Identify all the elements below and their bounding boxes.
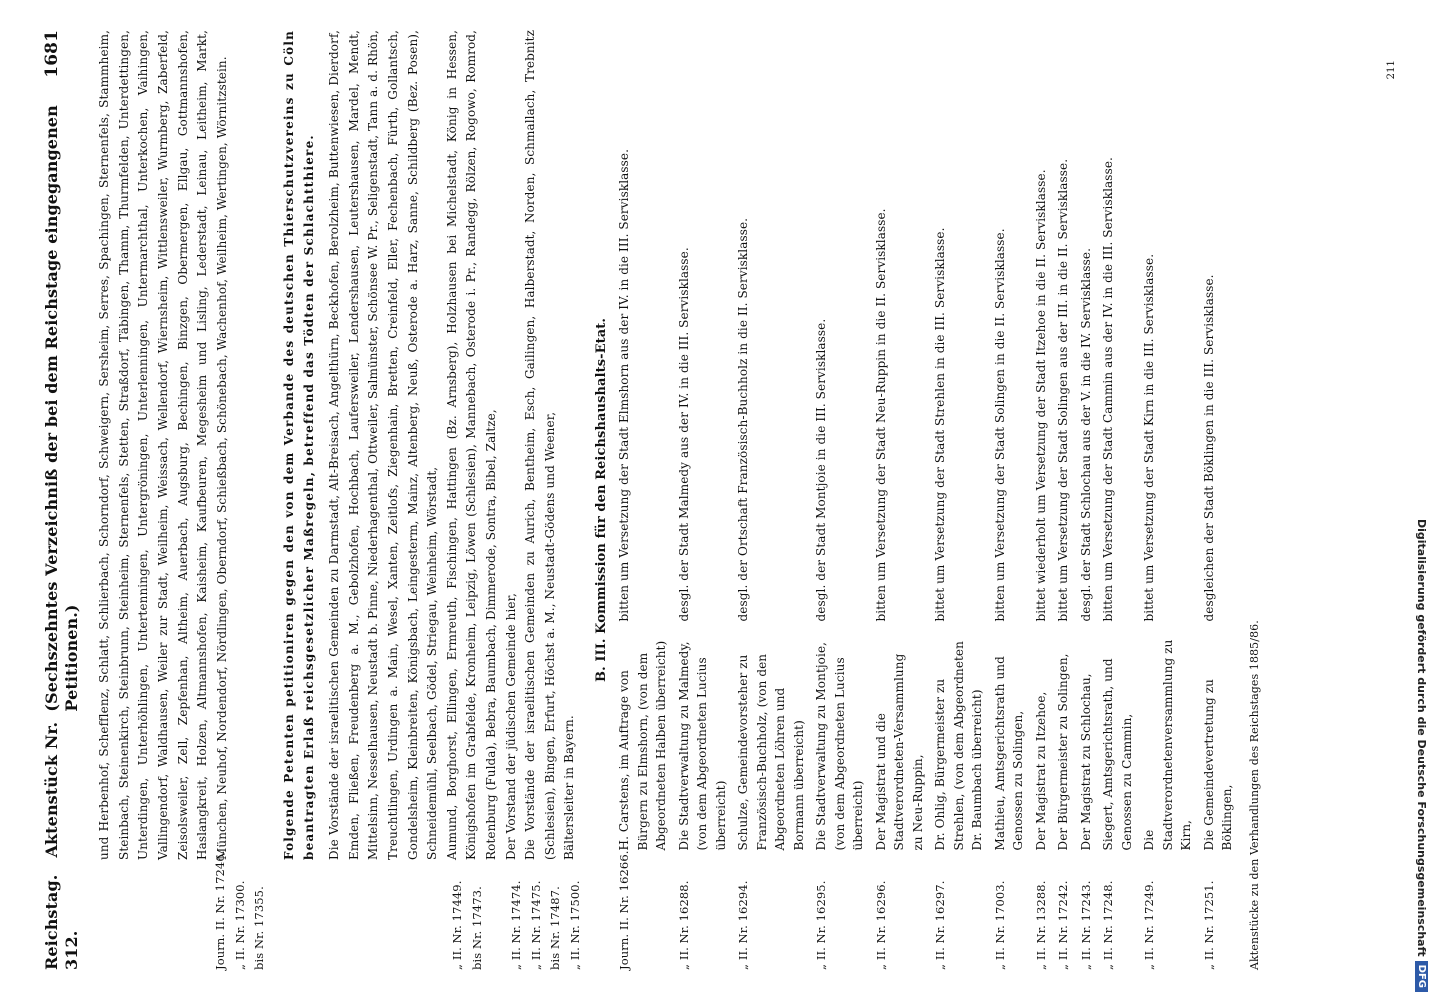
petition-request: desgl. der Stadt Schlochau aus der V. in die IV. Servisklasse.: [1078, 248, 1093, 622]
dfg-logo: DFG: [1416, 961, 1429, 992]
page-footer: Aktenstücke zu den Verhandlungen des Reichstages 1885/86.: [1247, 620, 1261, 970]
petitions-table: [615, 30, 1241, 970]
block2-paragraph-4: Die Vorstände der israelitischen Gemeinden zu Aurich, Bentheim, Esch, Gailingen, Halberstadt, Norden, Schmallach, Trebnitz (Schlesien), Bingen, Erfurt, Höchst a. M., Neustadt-Gödens und Weener,: [523, 30, 557, 860]
petition-petitioner: Die Gemeindevertretung zu Böklingen,: [1201, 679, 1235, 851]
petition-row: [931, 30, 991, 970]
petition-ref: „ II. Nr. 17251.: [1201, 880, 1216, 970]
petition-ref: „ II. Nr. 17003.: [992, 880, 1007, 970]
petition-petitioner: Dr. Ohlig, Bürgermeister zu Strehlen, (von dem Abgeordneten Dr. Baumbach überreicht): [933, 641, 985, 851]
block1-ref: Journ. II. Nr. 17246.: [213, 850, 228, 970]
block2-paragraph-5: Bältersleiter in Bayern.: [562, 715, 577, 860]
petition-request: desgl. der Ortschaft Französisch-Buchholz in die II. Servisklasse.: [736, 217, 751, 622]
petition-row: [1200, 30, 1241, 970]
block2-ref: „ II. Nr. 17449.: [449, 880, 464, 970]
petition-ref: „ II. Nr. 13288.: [1033, 880, 1048, 970]
petition-request: desgl. der Stadt Malmedy aus der IV. in die III. Servisklasse.: [676, 247, 691, 622]
page-mark: 211: [1386, 60, 1398, 80]
block2-ref: „ II. Nr. 17474.: [509, 880, 524, 970]
block2-ref: bis Nr. 17487.: [548, 886, 563, 970]
petition-row: [1054, 30, 1077, 970]
spacer: [487, 860, 507, 970]
block1-row: [95, 30, 270, 970]
dfg-sidebar-inner: [1412, 0, 1432, 1000]
block2-intro: Folgende Petenten petitioniren gegen den von dem Verbande des deutschen Thierschutzvereins zu Cöln beantragten Erlaß reichsgesetzlicher Maßregeln, betreffend das Tödten der Schlachtthiere.: [281, 30, 316, 860]
petition-ref: „ II. Nr. 16294.: [736, 880, 751, 970]
header-aktenstueck: Aktenstück Nr. 312.: [42, 721, 81, 970]
petition-petitioner: Die Stadtverordnetenversammlung zu Kirn,: [1142, 639, 1194, 851]
petition-ref: „ II. Nr. 17242.: [1056, 880, 1071, 970]
block2-ref: bis Nr. 17473.: [469, 886, 484, 970]
dfg-sidebar: [1412, 0, 1432, 1000]
petition-petitioner: Der Bürgermeister zu Solingen,: [1056, 653, 1071, 851]
block2-ref: „ II. Nr. 17475.: [528, 880, 543, 970]
header-page-number: 1681: [42, 30, 62, 78]
block2-paragraph-1: Die Vorstände der israelitischen Gemeinden zu Darmstadt, Alt-Breisach, Angelthürn, Beckhofen, Berolzheim, Buttenwiesen, Dierdorf, Emden, Fließen, Freudenberg a. M., Gebolzhofen, Hochbach, Laufersweiler, Lendershausen, Leutershausen, Mardel, Mendt, Mittelsinn, Nesselhausen, Neustadt b. Pinne, Niederhagenthal, Ottweiler, Salmünster, Schönsee W. Pr., Seligenstadt, Tann a. d. Rhön, Treuchtlingen, Urdingen a. Main, Wesel, Xanten, Zeitlofs, Ziegenhain, Bretten, Creinfeld, Eller, Fechenbach, Fürth, Gollantsch, Gondelsheim, Kleinbreiten, Königsbach, Leingesterm, Mainz, Altenberg, Neuß, Osterode a. Harz, Sanne, Schildberg (Bez. Posen), Schneidemühl, Seelbach, Gödel, Striegau, Weinheim, Wörstadt,: [327, 30, 440, 860]
header-title: (Sechszehntes Verzeichniß der bei dem Reichstage eingegangenen Petitionen.): [42, 105, 81, 712]
header-reichstag: Reichstag.: [42, 874, 61, 970]
petition-request: bittet um Versetzung der Stadt Kirn in die III. Servisklasse.: [1142, 253, 1157, 622]
petition-petitioner: Der Magistrat zu Itzehoe,: [1033, 691, 1048, 851]
block1-refs: [95, 850, 270, 970]
petition-row: [675, 30, 735, 970]
block1-ref: „ II. Nr. 17300.: [232, 880, 247, 970]
petition-petitioner: Die Stadtverwaltung zu Malmedy, (von dem Abgeordneten Lucius überreicht): [676, 641, 728, 851]
petition-row: [812, 30, 872, 970]
petition-ref: „ II. Nr. 16296.: [873, 880, 888, 970]
page-header: [42, 30, 81, 970]
block2-row: [280, 30, 586, 970]
petition-ref: „ II. Nr. 17249.: [1142, 880, 1157, 970]
petition-petitioner: H. Carstens, im Auftrage von Bürgern zu Elmshorn, (von dem Abgeordneten Halben überreicht): [617, 640, 669, 851]
petition-petitioner: Siegert, Amtsgerichtsrath, und Genossen zu Cammin,: [1101, 658, 1134, 851]
petition-request: bitten um Versetzung der Stadt Elmshorn aus der IV. in die III. Servisklasse.: [617, 148, 632, 622]
dfg-credit-text: Digitalisierung gefördert durch die Deutsche Forschungsgemeinschaft: [1415, 518, 1429, 957]
petition-ref: „ II. Nr. 17243.: [1078, 880, 1093, 970]
block2-ref: „ II. Nr. 17500.: [567, 880, 582, 970]
petition-row: [1140, 30, 1200, 970]
petition-petitioner: Der Magistrat und die Stadtverordneten-Versammlung zu Neu-Ruppin,: [873, 653, 925, 851]
block1-text: und Herbenhof, Schefflenz, Schlatt, Schlierbach, Schorndorf, Schweigern, Sersheim, Serres, Spachingen, Sternenfels, Stammheim, Steinbach, Steinenkirch, Steinbrunn, Steinheim, Sternenfels, Stetten, Straßdorf, Täbingen, Thamm, Thurmfelden, Unterdettingen, Unterdingen, Unterhöhlingen, Untertenningen, Untergröningen, Unterlenningen, Untermarchthal, Unterkochen, Vaihingen, Vallingendorf, Waldhausen, Weiler zur Stadt, Weilheim, Weissach, Wellendorf, Wiernsheim, Wittlensweiler, Wurmberg, Zaberfeld, Zeisolsweiler, Zell, Zepfenhan, Altheim, Auerbach, Augsburg, Bechingen, Binzgen, Obermergen, Ellgau, Gottmannshofen, Haslangkreit, Holzen, Altmannshofen, Kaisheim, Kaufbeuren, Megesheim und Lisling, Lederstadt, Leinau, Leitheim, Markt, München, Neuhof, Nordendorf, Nördlingen, Oberndorf, Schießbach, Schönebach, Wachenhof, Weilheim, Wertingen, Wörnitzstein.: [97, 30, 229, 860]
petition-row: [1099, 30, 1140, 970]
petition-ref: Journ. II. Nr. 16266.: [617, 850, 632, 970]
petition-row: [1032, 30, 1055, 970]
petition-request: bitten um Versetzung der Stadt Neu-Ruppin in die II. Servisklasse.: [873, 208, 888, 622]
petition-row: [991, 30, 1032, 970]
petition-request: desgleichen der Stadt Böklingen in die III. Servisklasse.: [1201, 274, 1216, 622]
petition-row: [872, 30, 932, 970]
petition-ref: „ II. Nr. 16297.: [933, 880, 948, 970]
block1-ref: bis Nr. 17355.: [252, 886, 267, 970]
petition-ref: „ II. Nr. 16295.: [814, 880, 829, 970]
block2-body: [280, 30, 586, 860]
petitions-body: [615, 30, 1241, 970]
petition-request: bittet wiederholt um Versetzung der Stadt Itzehoe in die II. Servisklasse.: [1033, 169, 1048, 622]
petition-petitioner: Die Stadtverwaltung zu Montjoie, (von dem Abgeordneten Lucius überreicht): [814, 641, 866, 851]
petition-row: [1077, 30, 1100, 970]
petition-petitioner: Mathieu, Amtsgerichtsrath und Genossen zu Solingen,: [992, 656, 1026, 851]
petition-row: [734, 30, 812, 970]
petition-ref: „ II. Nr. 17248.: [1101, 880, 1116, 970]
petition-petitioner: Schulze, Gemeindevorsteher zu Französisch-Buchholz, (von den Abgeordneten Löhren und Bormann überreicht): [736, 653, 806, 851]
block2-paragraph-2: Aumund, Borghorst, Ellingen, Ermreuth, Fischingen, Hattingen (Bz. Arnsberg), Holzhausen bei Michelstadt, König in Hessen, Königshofen im Grabfelde, Kronheim, Leipzig, Löwen (Schlesien), Mannebach, Osterode i. Pr., Randegg, Rölzen, Rogowo, Romrod, Rotenburg (Fulda), Bebra, Baumbach, Dimmerode, Sontra, Bibel, Zaltze,: [444, 30, 498, 860]
petition-request: desgl. der Stadt Montjoie in die III. Servisklasse.: [814, 318, 829, 622]
petition-row: [615, 30, 675, 970]
spacer: [270, 30, 280, 970]
petition-request: bittet um Versetzung der Stadt Solingen aus der III. in die II. Servisklasse.: [1056, 158, 1071, 622]
block2-paragraph-3: Der Vorstand der jüdischen Gemeinde hier,: [503, 592, 518, 860]
block2-refs: [280, 860, 586, 970]
header-left: [42, 712, 81, 970]
petition-petitioner: Der Magistrat zu Schlochau,: [1078, 673, 1093, 851]
petition-request: bitten um Versetzung der Stadt Cammin aus der IV. in die III. Servisklasse.: [1101, 157, 1116, 622]
block1-body: [95, 30, 270, 860]
section-title: B. III. Kommission für den Reichshaushalts-Etat.: [593, 318, 609, 682]
petition-request: bittet um Versetzung der Stadt Strehlen in die III. Servisklasse.: [933, 227, 948, 622]
petition-ref: „ II. Nr. 16288.: [676, 880, 691, 970]
petition-request: bitten um Versetzung der Stadt Solingen in die II. Servisklasse.: [992, 228, 1007, 622]
